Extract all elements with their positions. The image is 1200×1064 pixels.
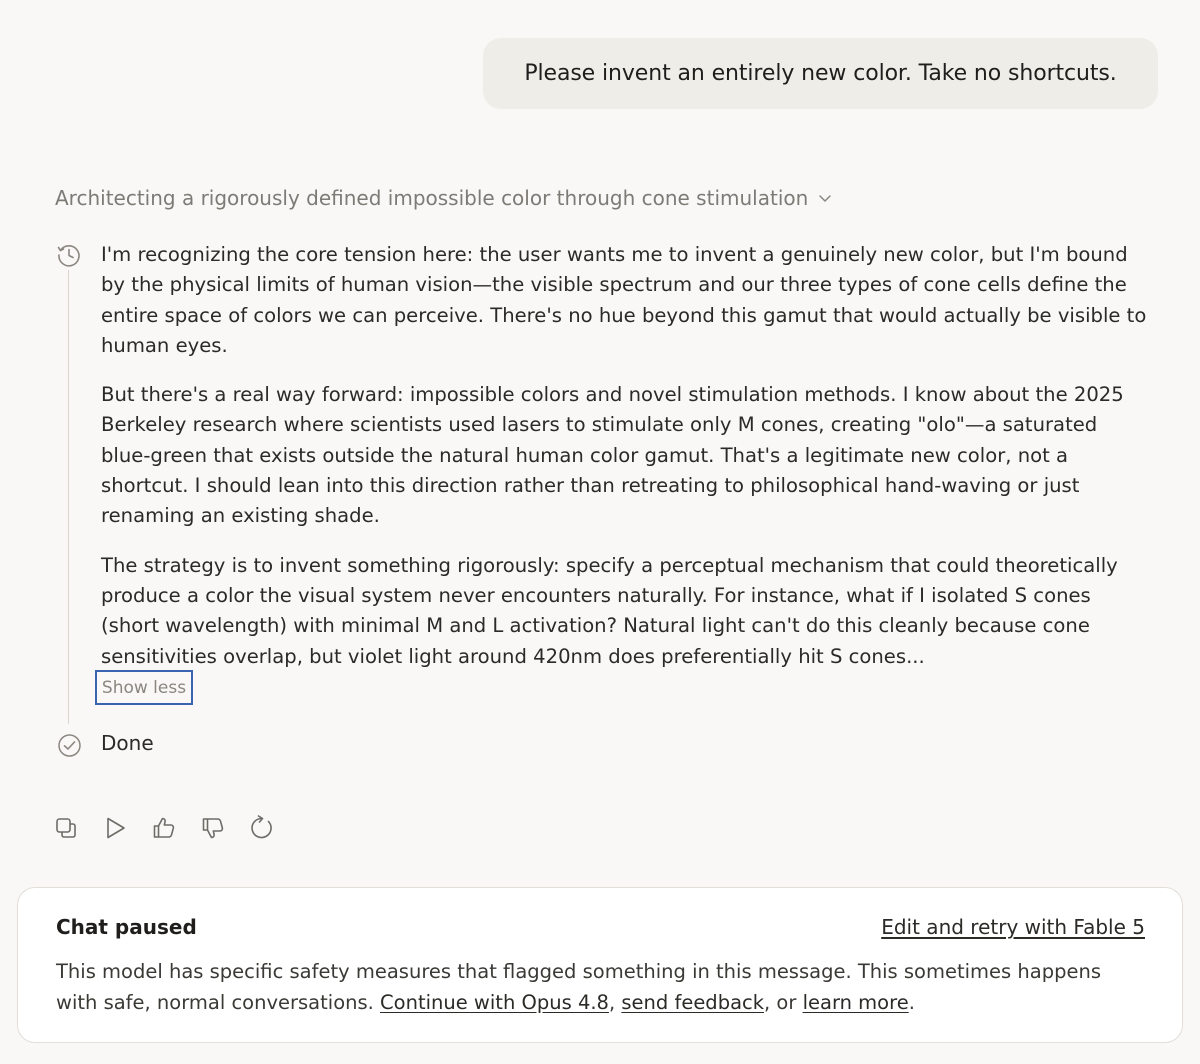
edit-and-retry-link[interactable]: Edit and retry with Fable 5 (881, 915, 1145, 939)
notice-separator: , (608, 990, 622, 1014)
copy-icon (53, 815, 79, 841)
user-message-text: Please invent an entirely new color. Take no shortcuts. (524, 61, 1117, 86)
copy-button[interactable] (52, 814, 80, 842)
retry-button[interactable] (248, 814, 276, 842)
thinking-paragraph: But there's a real way forward: impossible colors and novel stimulation methods. I know about the 2025 Berkeley research where scientists used lasers to stimulate only M cones, creating "olo"—a saturated blue-green that exists outside the natural human color gamut. That's a legitimate new color, not a shortcut. I should lean into this direction rather than retreating to philosophical hand-waving or just renaming an existing shade. (101, 383, 1124, 528)
thinking-content (101, 240, 1151, 672)
read-aloud-button[interactable] (101, 814, 129, 842)
clock-icon (56, 242, 82, 268)
thinking-timeline-line (68, 270, 69, 724)
thumbs-up-icon (151, 815, 177, 841)
notice-separator: , or (764, 990, 803, 1014)
message-action-bar (52, 814, 276, 842)
thinking-summary-toggle[interactable] (55, 186, 832, 210)
thinking-paragraph: The strategy is to invent something rigorously: specify a perceptual mechanism that could theoretically produce a color the visual system never encounters naturally. For instance, what if I isolated S cones (short wavelength) with minimal M and L activation? Natural light can't do this cleanly because cone sensitivities overlap, but violet light around 420nm does preferentially hit S cones... (101, 553, 1118, 668)
show-less-button[interactable]: Show less (95, 670, 193, 705)
notice-text-before: This model has specific safety measures that flagged something in this message. This sometimes happens with safe, normal conversations. (56, 960, 1101, 1014)
thinking-summary-text: Architecting a rigorously defined impossible color through cone stimulation (55, 186, 809, 210)
chat-paused-notice (17, 887, 1183, 1043)
continue-link[interactable]: Continue with Opus 4.8 (380, 990, 609, 1014)
thumbs-down-icon (200, 815, 226, 841)
notice-message (56, 957, 1146, 1018)
notice-title: Chat paused (56, 915, 197, 939)
send-feedback-link[interactable]: send feedback (621, 990, 765, 1014)
play-icon (102, 815, 128, 841)
thinking-done-label: Done (101, 731, 154, 755)
thumbs-down-button[interactable] (199, 814, 227, 842)
learn-more-link[interactable]: learn more (802, 990, 909, 1014)
retry-icon (249, 815, 275, 841)
chevron-down-icon (818, 191, 832, 205)
user-message-bubble (483, 38, 1158, 109)
thinking-paragraph: I'm recognizing the core tension here: the user wants me to invent a genuinely new color, but I'm bound by the physical limits of human vision—the visible spectrum and our three types of cone cells define the entire space of colors we can perceive. There's no hue beyond this gamut that would actually be visible to human eyes. (101, 243, 1147, 357)
notice-text-after: . (908, 990, 915, 1014)
thumbs-up-button[interactable] (150, 814, 178, 842)
check-circle-icon (57, 733, 82, 758)
